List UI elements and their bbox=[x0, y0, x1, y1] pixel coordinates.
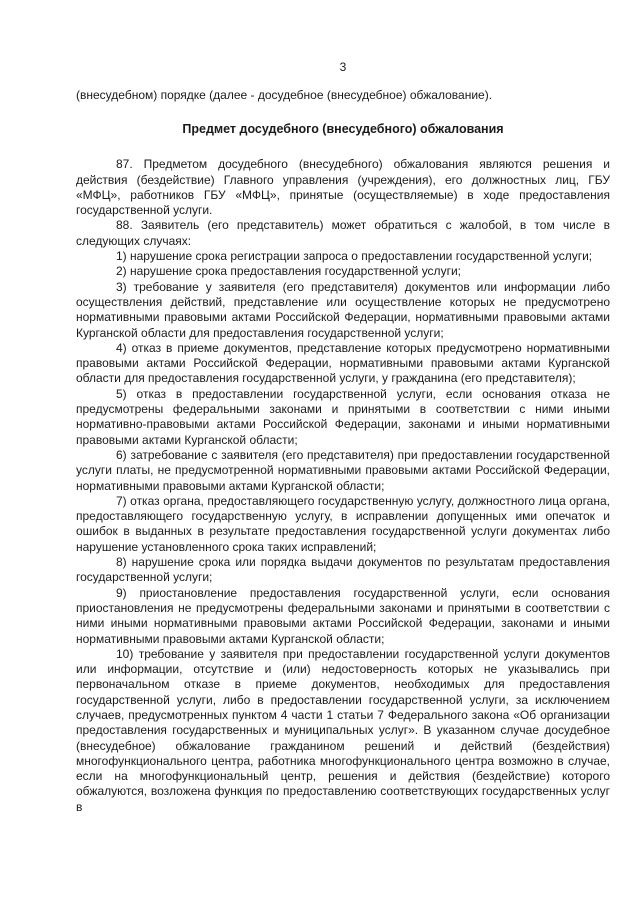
list-item-9: 9) приостановление предоставления государственной услуги, если основания приостановления не предусмотрены федеральными законами и принятыми в соответствии с ними иными нормативными правовыми актами Российской Федерации, законами и иными нормативными правовыми актами Курганской области; bbox=[76, 585, 610, 646]
list-item-5: 5) отказ в предоставлении государственной услуги, если основания отказа не предусмотрены федеральными законами и принятыми в соответствии с ними иными нормативно-правовыми актами Российской Федерации, законами и иными нормативными правовыми актами Курганской области; bbox=[76, 386, 610, 447]
list-item-2: 2) нарушение срока предоставления государственной услуги; bbox=[116, 264, 461, 279]
list-item-10: 10) требование у заявителя при предоставлении государственной услуги документов или информации, отсутствие и (или) недостоверность которых не указывались при первоначальном отказе в приеме документов, необходимых для предоставления государственной услуги, либо в предоставлении государственной услуги, за исключением случаев, предусмотренных пунктом 4 части 1 статьи 7 Федерального закона «Об организации предоставления государственных и муниципальных услуг». В указанном случае досудебное (внесудебное) обжалование гражданином решений и действий (бездействия) многофункционального центра, работника многофункционального центра возможно в случае, если на многофункциональный центр, решения и действия (бездействие) которого обжалуются, возложена функция по предоставлению соответствующих государственных услуг в bbox=[76, 646, 610, 814]
paragraph-88: 88. Заявитель (его представитель) может обратиться с жалобой, в том числе в следующих случаях: bbox=[76, 218, 610, 248]
list-item-3: 3) требование у заявителя (его представителя) документов или информации либо осуществления действий, представление или осуществление которых не предусмотрено нормативными правовыми актами Российской Федерации, нормативными правовыми актами Курганской области для предоставления государственной услуги; bbox=[76, 279, 610, 340]
paragraph-87: 87. Предметом досудебного (внесудебного) обжалования являются решения и действия (бездействие) Главного управления (учреждения), его должностных лиц, ГБУ «МФЦ», работников ГБУ «МФЦ», принятые (осуществляемые) в ходе предоставления государственной услуги. bbox=[76, 157, 610, 218]
list-item-7: 7) отказ органа, предоставляющего государственную услугу, должностного лица органа, предоставляющего государственную услугу, в исправлении допущенных ими опечаток и ошибок в выданных в результате предоставления государственной услуги документах либо нарушение установленного срока таких исправлений; bbox=[76, 493, 610, 554]
continuation-text: (внесудебном) порядке (далее - досудебное (внесудебное) обжалование). bbox=[76, 88, 493, 102]
list-item-1: 1) нарушение срока регистрации запроса о предоставлении государственной услуги; bbox=[116, 249, 593, 264]
page-number: 3 bbox=[339, 60, 347, 74]
list-item-6: 6) затребование с заявителя (его представителя) при предоставлении государственной услуги платы, не предусмотренной нормативными правовыми актами Российской Федерации, нормативными правовыми актами Курганской области; bbox=[76, 447, 610, 493]
section-heading: Предмет досудебного (внесудебного) обжалования bbox=[182, 122, 504, 137]
list-item-4: 4) отказ в приеме документов, представление которых предусмотрено нормативными правовыми актами Российской Федерации, нормативными правовыми актами Курганской области для предоставления государственной услуги, у гражданина (его представителя); bbox=[76, 340, 610, 386]
list-item-8: 8) нарушение срока или порядка выдачи документов по результатам предоставления государственной услуги; bbox=[76, 555, 610, 585]
